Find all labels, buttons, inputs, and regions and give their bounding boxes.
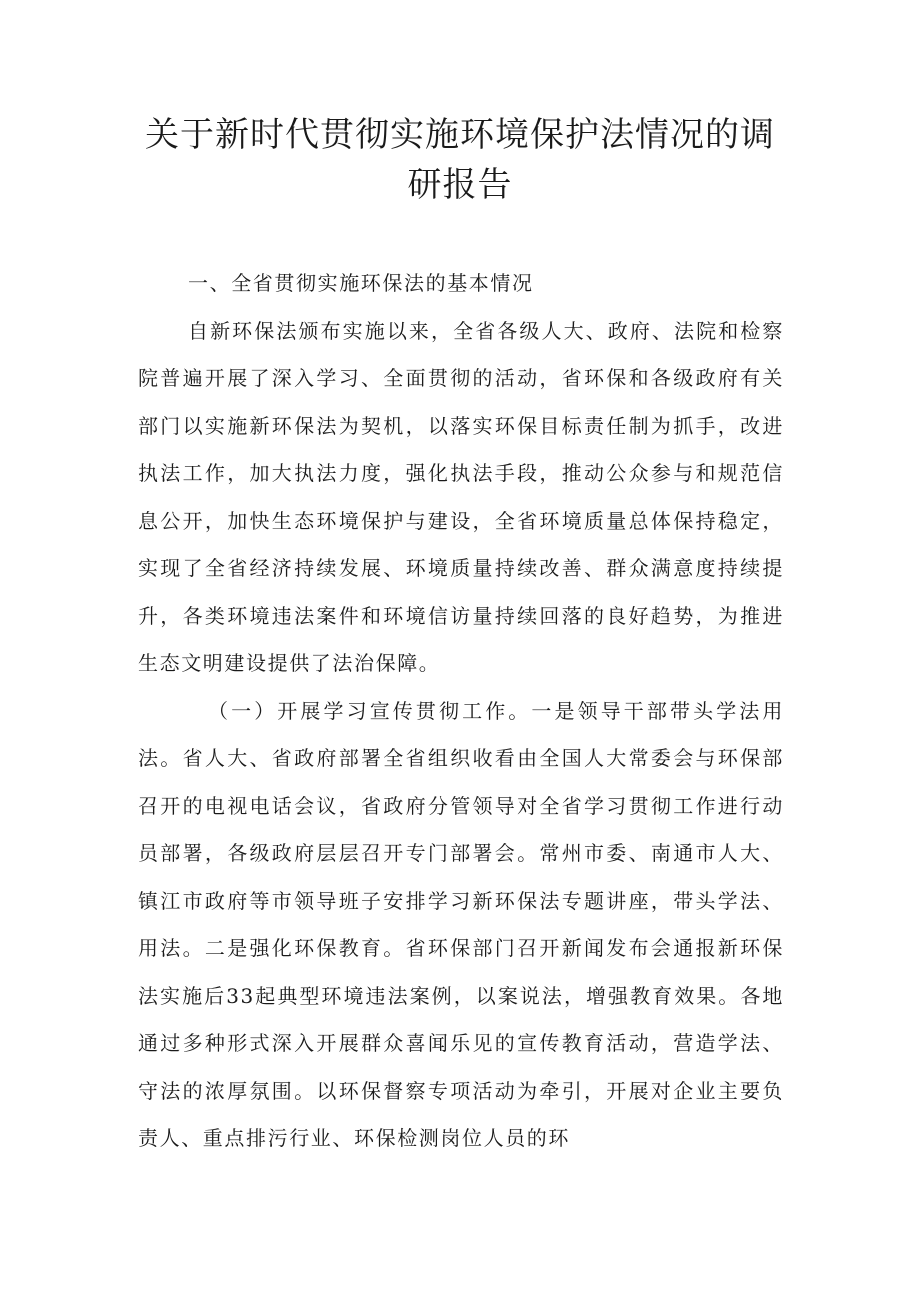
- paragraph-basic-situation: 自新环保法颁布实施以来，全省各级人大、政府、法院和检察院普遍开展了深入学习、全面贯彻的活动，省环保和各级政府有关部门以实施新环保法为契机，以落实环保目标责任制为抓手，改进执法工作，加大执法力度，强化执法手段，推动公众参与和规范信息公开，加快生态环境保护与建设，全省环境质量总体保持稳定，实现了全省经济持续发展、环境质量持续改善、群众满意度持续提升，各类环境违法案件和环境信访量持续回落的良好趋势，为推进生态文明建设提供了法治保障。: [138, 318, 784, 675]
- document-body: [138, 260, 784, 1163]
- section-heading: 一、全省贯彻实施环保法的基本情况: [188, 271, 534, 295]
- document-title: 关于新时代贯彻实施环境保护法情况的调研报告: [145, 115, 775, 205]
- paragraph-study-publicity: （一）开展学习宣传贯彻工作。一是领导干部带头学法用法。省人大、省政府部署全省组织收看由全国人大常委会与环保部召开的电视电话会议，省政府分管领导对全省学习贯彻工作进行动员部署，各级政府层层召开专门部署会。常州市委、南通市人大、镇江市政府等市领导班子安排学习新环保法专题讲座，带头学法、用法。二是强化环保教育。省环保部门召开新闻发布会通报新环保法实施后33起典型环境违法案例，以案说法，增强教育效果。各地通过多种形式深入开展群众喜闻乐见的宣传教育活动，营造学法、守法的浓厚氛围。以环保督察专项活动为牵引，开展对企业主要负责人、重点排污行业、环保检测岗位人员的环: [138, 698, 784, 1150]
